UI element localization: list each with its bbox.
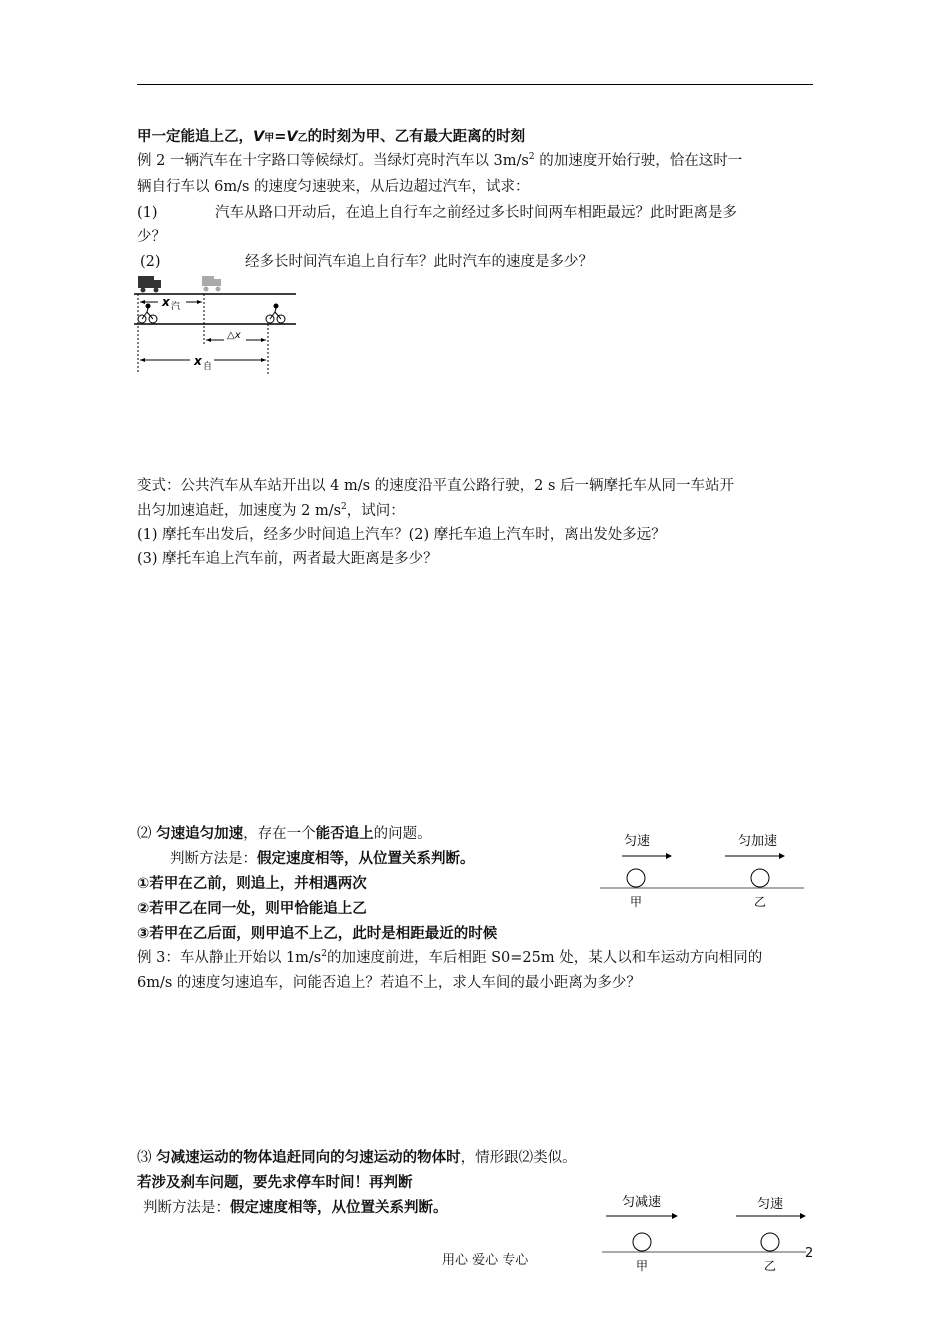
arrow-icon: [666, 853, 672, 859]
question-1-continued: 少？: [137, 229, 166, 245]
text: 的问题。: [373, 826, 432, 842]
car-moved-icon: [202, 276, 221, 292]
text: 判断方法是：: [143, 1200, 230, 1216]
superscript: 2: [321, 949, 327, 960]
equals: =: [274, 129, 287, 145]
jia-label: 甲: [630, 895, 643, 909]
superscript: 2: [341, 502, 347, 513]
text: 的加速度前进，车后相距 S0=25m 处，某人以和车运动方向相同的: [326, 950, 763, 966]
decel-label: 匀减速: [622, 1195, 662, 1210]
text: ，存在一个: [243, 826, 316, 842]
text: ，情形跟⑵类似。: [460, 1150, 577, 1166]
x-car-subscript: 汽: [171, 302, 181, 312]
section3-line2: 若涉及刹车问题，要先求停车时间！再判断: [137, 1175, 413, 1191]
car-bicycle-diagram: [134, 272, 304, 378]
bold-text: 假定速度相等，从位置关系判断。: [230, 1200, 448, 1216]
arrow-icon: [800, 1213, 806, 1219]
section3-title: [137, 1147, 577, 1169]
number: ⑶: [137, 1150, 152, 1166]
bold-text: 能否追上: [315, 826, 374, 842]
superscript: 2: [528, 152, 535, 163]
subscript: 乙: [297, 133, 308, 144]
bold-text: 匀减速运动的物体追赶同向的匀速运动的物体时: [156, 1150, 461, 1166]
variant-line1: 变式：公共汽车从车站开出以 4 m/s 的速度沿平直公路行驶，2 s 后一辆摩托车从同一车站开: [137, 478, 735, 494]
case-3: ③若甲在乙后面，则甲追不上乙，此时是相距最近的时候: [137, 926, 498, 942]
bold-text: 假定速度相等，从位置关系判断。: [257, 851, 475, 867]
variant-question-3: (3) 摩托车追上汽车前，两者最大距离是多少？: [137, 551, 438, 567]
yi-label: 乙: [764, 1259, 777, 1273]
section2-method: [170, 848, 475, 870]
case-2: ②若甲乙在同一处，则甲恰能追上乙: [137, 901, 367, 917]
decel-vs-uniform-diagram: [600, 1190, 810, 1274]
yi-circle: [761, 1233, 779, 1251]
arrow-icon: [779, 853, 785, 859]
number: ⑵: [137, 826, 152, 842]
case-1: ①若甲在乙前，则追上，并相遇两次: [137, 876, 367, 892]
jia-circle: [633, 1233, 651, 1251]
footer-text: 用心 爱心 专心: [442, 1253, 529, 1268]
header-rule: [137, 84, 813, 85]
x-bike-subscript: 自: [203, 362, 213, 372]
uniform-label: 匀速: [624, 834, 651, 849]
example3-line1: [137, 947, 762, 969]
heading-text: 甲一定能追上乙，: [137, 129, 253, 145]
x-car-label: x: [162, 295, 170, 309]
question-1-text: 汽车从路口开动后，在追上自行车之前经过多长时间两车相距最远？此时距离是多: [215, 205, 737, 221]
text: 的加速度开始行驶，恰在这时一: [534, 153, 743, 169]
delta-x-label: △x: [227, 330, 241, 341]
example3-line2: 6m/s 的速度匀速追车，问能否追上？若追不上，求人车间的最小距离为多少？: [137, 975, 641, 991]
velocity-symbol: V: [286, 129, 298, 145]
section-heading: [137, 126, 525, 150]
question-2-number: (2): [140, 254, 161, 270]
jia-circle: [627, 869, 645, 887]
bicycle-moved-icon: [266, 304, 285, 323]
text: 出匀加速追赶，加速度为 2 m/s: [137, 503, 342, 519]
subscript: 甲: [264, 133, 275, 144]
heading-text: 的时刻为甲、乙有最大距离的时刻: [307, 129, 526, 145]
bicycle-icon: [138, 304, 157, 323]
text: 例 3：车从静止开始以 1m/s: [137, 950, 322, 966]
bold-text: 匀速追匀加速: [156, 826, 244, 842]
yi-circle: [751, 869, 769, 887]
section2-title: [137, 823, 432, 845]
accel-label: 匀加速: [738, 834, 778, 849]
question-2-text: 经多长时间汽车追上自行车？此时汽车的速度是多少？: [245, 254, 593, 270]
arrow-icon: [672, 1213, 678, 1219]
example2-line1: [137, 150, 742, 172]
jia-label: 甲: [636, 1259, 649, 1273]
variant-question-1-2: (1) 摩托车出发后，经多少时间追上汽车？(2) 摩托车追上汽车时，离出发处多远？: [137, 527, 666, 543]
text: 例 2 一辆汽车在十字路口等候绿灯。当绿灯亮时汽车以 3m/s: [137, 153, 529, 169]
x-bike-label: x: [194, 354, 202, 368]
question-1-number: (1): [137, 205, 158, 221]
text: 判断方法是：: [170, 851, 257, 867]
uniform-label: 匀速: [757, 1197, 784, 1212]
velocity-symbol: V: [253, 129, 265, 145]
uniform-vs-accel-diagram: [598, 826, 808, 910]
example2-line2: 辆自行车以 6m/s 的速度匀速驶来，从后边超过汽车，试求：: [137, 179, 530, 195]
variant-line2: [137, 500, 405, 522]
text: ，试问：: [346, 503, 405, 519]
yi-label: 乙: [754, 895, 767, 909]
page-number: 2: [805, 1246, 814, 1261]
car-icon: [138, 276, 161, 293]
section3-method: [143, 1197, 448, 1219]
